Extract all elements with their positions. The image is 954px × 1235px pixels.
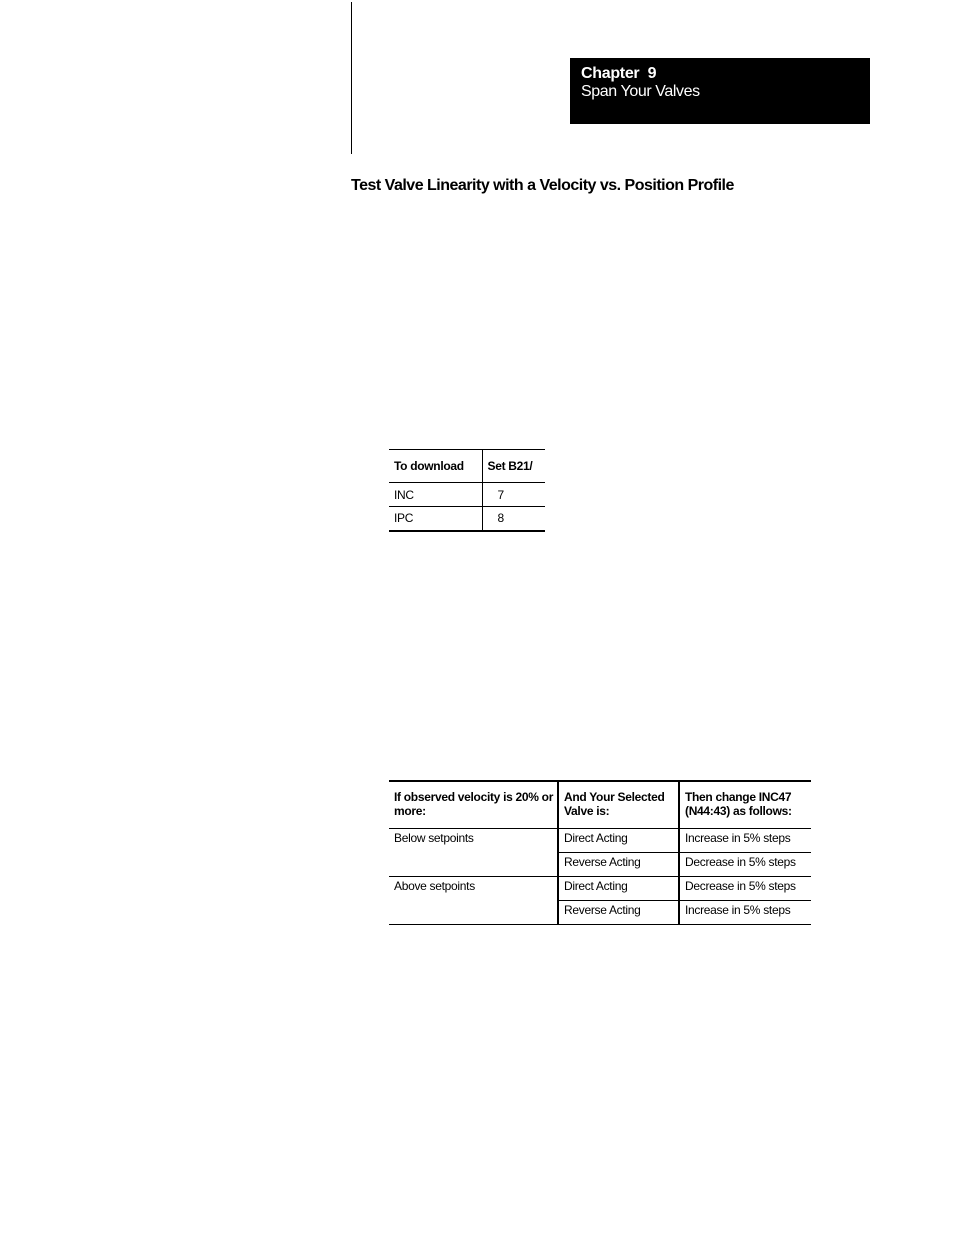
chapter-header	[570, 58, 870, 124]
column-header-selected-valve: And Your Selected Valve is:	[558, 781, 679, 828]
margin-rule	[351, 2, 352, 154]
table-cell: 7	[482, 483, 545, 507]
column-header-observed-velocity: If observed velocity is 20% or more:	[389, 781, 558, 828]
table-cell: Decrease in 5% steps	[679, 876, 811, 900]
column-header-set-b21: Set B21/	[482, 450, 545, 483]
column-header-to-download: To download	[389, 450, 482, 483]
table-cell: Direct Acting	[558, 876, 679, 900]
section-heading: Test Valve Linearity with a Velocity vs. Position Profile	[351, 177, 734, 194]
table-header-row	[389, 450, 545, 483]
table-cell: Direct Acting	[558, 828, 679, 852]
table-cell: INC	[389, 483, 482, 507]
table-cell: Reverse Acting	[558, 900, 679, 924]
table-cell: 8	[482, 507, 545, 531]
table-cell: Decrease in 5% steps	[679, 852, 811, 876]
table-row	[389, 876, 811, 900]
chapter-label: Chapter 9	[581, 65, 657, 82]
table-row	[389, 483, 545, 507]
velocity-adjustment-table	[389, 780, 811, 925]
table-cell: Reverse Acting	[558, 852, 679, 876]
table-cell: IPC	[389, 507, 482, 531]
table-header-row	[389, 781, 811, 828]
table-cell: Increase in 5% steps	[679, 828, 811, 852]
column-header-change-inc47: Then change INC47 (N44:43) as follows:	[679, 781, 811, 828]
table-cell-condition: Below setpoints	[389, 828, 558, 876]
chapter-title: Span Your Valves	[581, 83, 700, 100]
table-row	[389, 507, 545, 531]
table-cell-condition: Above setpoints	[389, 876, 558, 924]
download-table	[389, 449, 545, 532]
table-cell: Increase in 5% steps	[685, 902, 791, 917]
table-row	[389, 828, 811, 852]
